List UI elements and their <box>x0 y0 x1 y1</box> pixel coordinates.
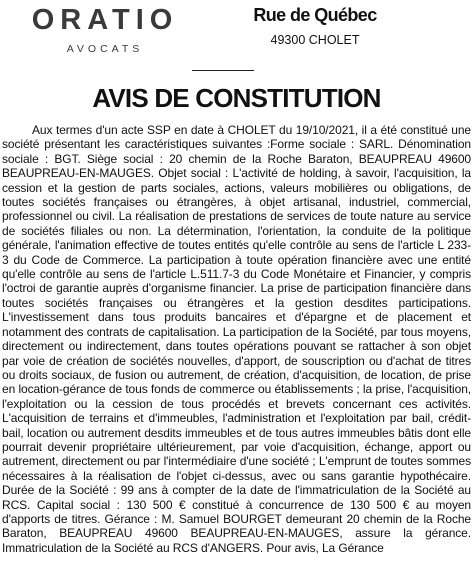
notice-title: AVIS DE CONSTITUTION <box>92 83 381 113</box>
title-divider <box>192 70 254 71</box>
logo-name: ORATIO <box>31 4 179 36</box>
page-header <box>0 0 473 62</box>
firm-address <box>235 4 395 48</box>
address-city: 49300 CHOLET <box>270 33 360 47</box>
oratio-logo <box>30 4 180 56</box>
address-street: Rue de Québec <box>253 5 377 25</box>
logo-subtitle: AVOCATS <box>66 43 144 55</box>
notice-body: Aux termes d'un acte SSP en date à CHOLET du 19/10/2021, il a été constitué une société présentant les caractéristiques suivantes :Forme sociale : SARL. Dénomination sociale : BGT. Siège social : 20 chemin de la Roche Baraton, BEAUPREAU 49600 BEAUPREAU-EN-MAUGES. Objet social : L'activité de holding, à savoir, l'acquisition, la cession et la gestion de parts sociales, actions, valeurs mobilières ou obligations, de toutes sociétés françaises ou étrangères, à objet artisanal, industriel, commercial, professionnel ou civil. La réalisation de prestations de services de toute nature au service de sociétés filiales ou non. La détermination, l'orientation, la conduite de la politique générale, l'animation effective de toutes entités qu'elle contrôle au sens de l'article L 233-3 du Code de Commerce. La participation à toute opération financière avec une entité qu'elle contrôle au sens de l'article L.511.7-3 du Code Monétaire et Financier, y compris l'octroi de garantie auprès d'organisme financier. La prise de participation financière dans toutes sociétés françaises ou étrangères et la gestion desdites participations. L'investissement dans tous produits bancaires et d'épargne et de placement et notamment des contrats de capitalisation. La participation de la Société, par tous moyens, directement ou indirectement, dans toutes opérations pouvant se rattacher à son objet par voie de création de sociétés nouvelles, d'apport, de souscription ou d'achat de titres ou droits sociaux, de fusion ou autrement, de création, d'acquisition, de location, de prise en location-gérance de tous fonds de commerce ou établissements ; la prise, l'acquisition, l'exploitation ou la cession de tous procédés et brevets concernant ces activités. L'acquisition de terrains et d'immeubles, l'administration et l'exploitation par bail, crédit-bail, location ou autrement desdits immeubles et de tous autres immeubles bâtis dont elle pourrait devenir propriétaire ultérieurement, par voie d'acquisition, échange, apport ou autrement, directement ou par l'intermédiaire d'une société ; L'emprunt de toutes sommes nécessaires à la réalisation de l'objet ci-dessus, avec ou sans garantie hypothécaire. Durée de la Société : 99 ans à compter de la date de l'immatriculation de la Société au RCS. Capital social : 130 500 € constitué à concurrence de 130 500 € au moyen d'apports de titres. Gérance : M. Samuel BOURGET demeurant 20 chemin de la Roche Baraton, BEAUPREAU 49600 BEAUPREAU-EN-MAUGES, assure la gérance. Immatriculation de la Société au RCS d'ANGERS. Pour avis, La Gérance <box>2 123 471 555</box>
